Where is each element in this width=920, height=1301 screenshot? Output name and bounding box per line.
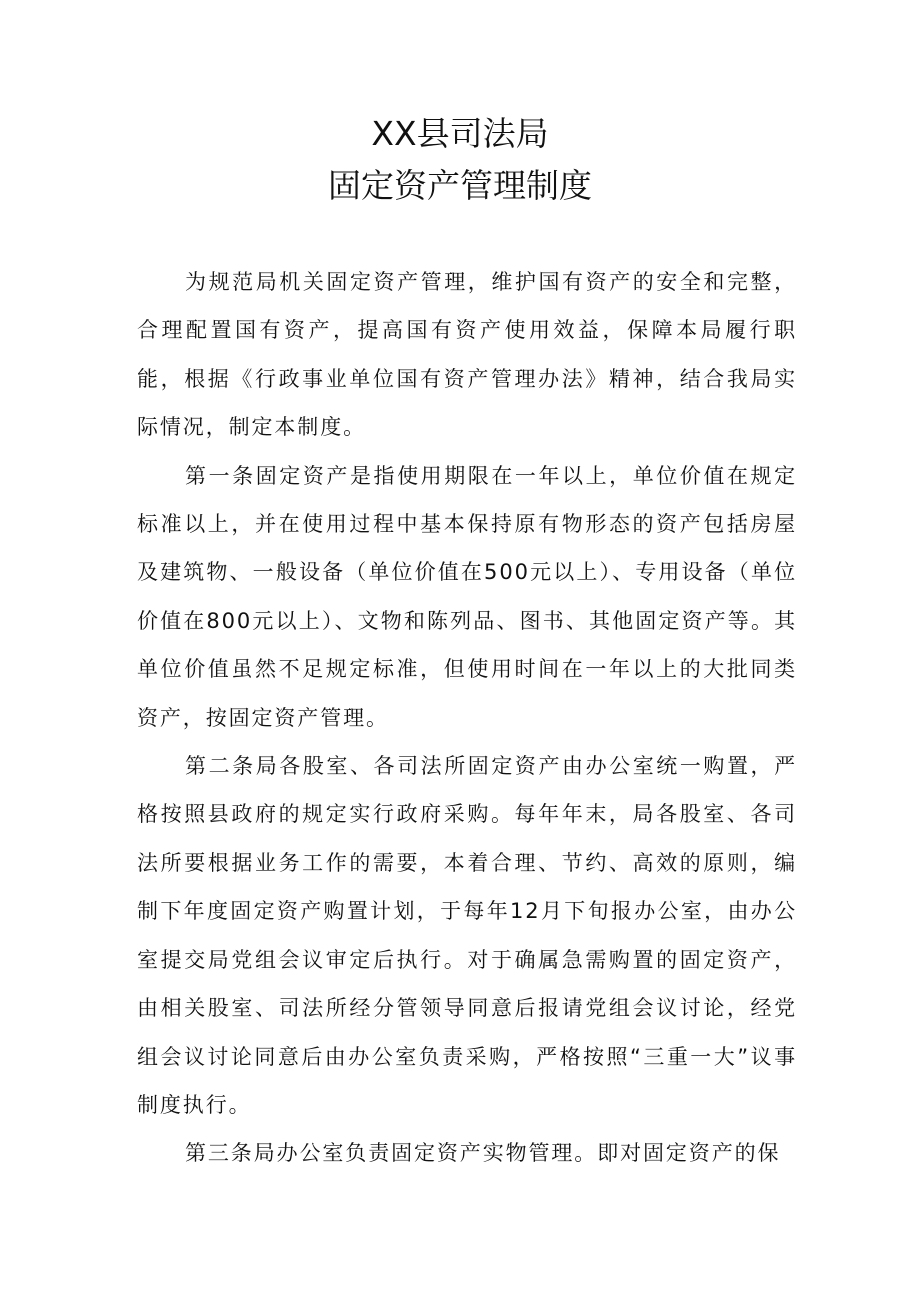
document-title-line2: 固定资产管理制度 [328, 166, 592, 205]
paragraph-article-2: 第二条局各股室、各司法所固定资产由办公室统一购置，严格按照县政府的规定实行政府采购。每年年末，局各股室、各司法所要根据业务工作的需要，本着合理、节约、高效的原则，编制下年度固定资产购置计划，于每年12月下旬报办公室，由办公室提交局党组会议审定后执行。对于确属急需购置的固定资产，由相关股室、司法所经分管领导同意后报请党组会议讨论，经党组会议讨论同意后由办公室负责采购，严格按照“三重一大”议事制度执行。 [137, 754, 797, 1117]
document-body [137, 258, 797, 1178]
paragraph-preamble: 为规范局机关固定资产管理，维护国有资产的安全和完整，合理配置国有资产，提高国有资产使用效益，保障本局履行职能，根据《行政事业单位国有资产管理办法》精神，结合我局实际情况，制定本制度。 [137, 270, 797, 440]
paragraph-article-3: 第三条局办公室负责固定资产实物管理。即对固定资产的保 [185, 1141, 781, 1166]
document-title-line1: XX县司法局 [371, 114, 549, 153]
paragraph-article-1: 第一条固定资产是指使用期限在一年以上，单位价值在规定标准以上，并在使用过程中基本保持原有物形态的资产包括房屋及建筑物、一般设备（单位价值在500元以上）、专用设备（单位价值在800元以上）、文物和陈列品、图书、其他固定资产等。其单位价值虽然不足规定标准，但使用时间在一年以上的大批同类资产，按固定资产管理。 [137, 463, 797, 730]
